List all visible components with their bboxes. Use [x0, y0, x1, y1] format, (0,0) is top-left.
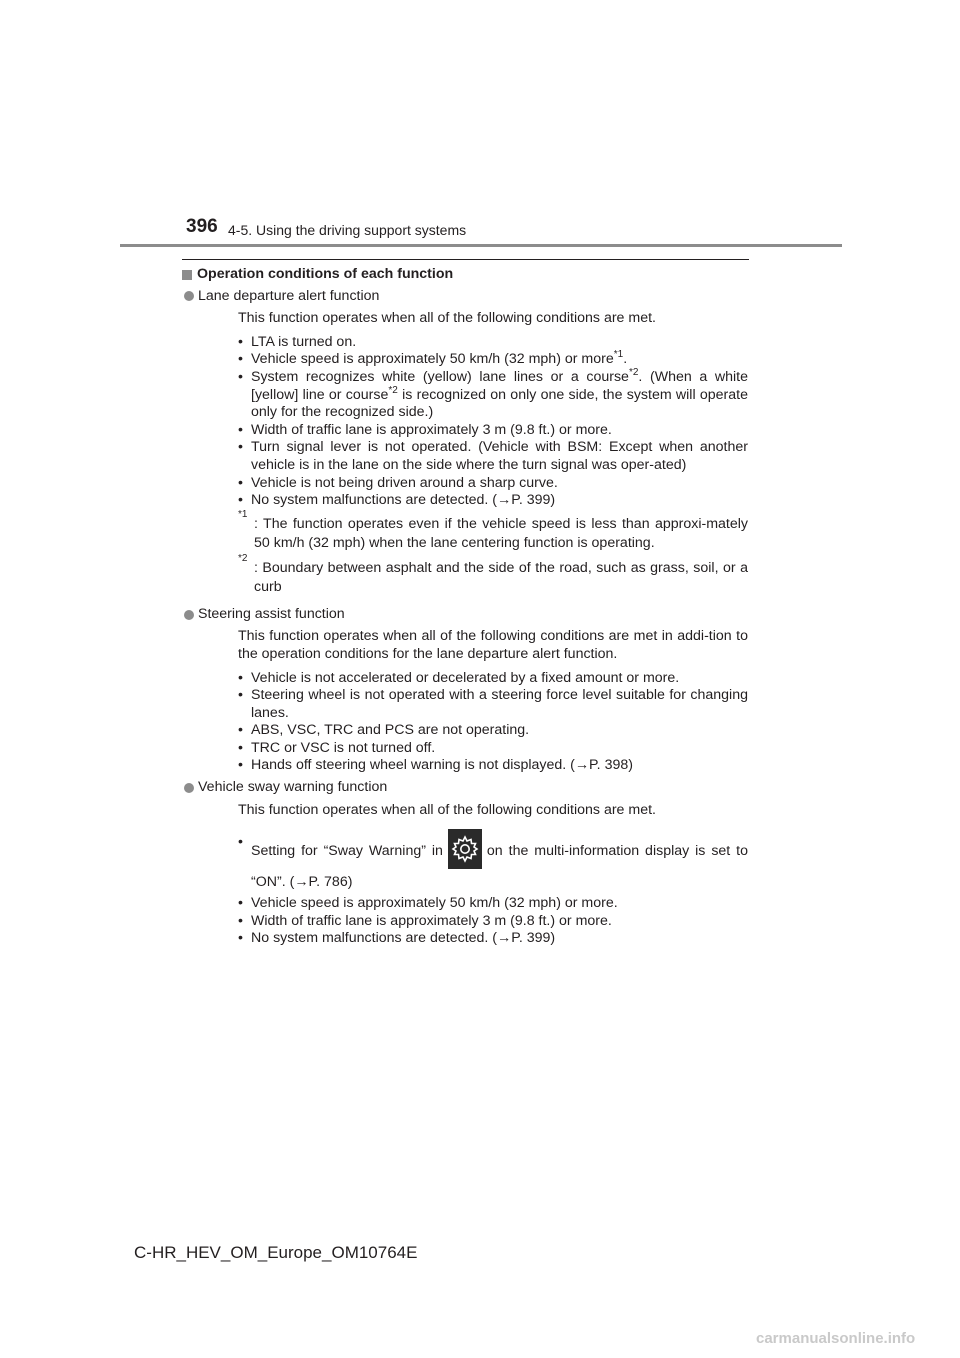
list-item: • ABS, VSC, TRC and PCS are not operating.: [238, 722, 748, 740]
list-item: • No system malfunctions are detected. (→P. 399): [238, 930, 748, 948]
section-title: [182, 266, 748, 284]
circle-bullet-icon: [184, 610, 194, 620]
footnote-1: *1 : The function operates even if the vehicle speed is less than approxi-mately 50 km/h (32 mph) when the lane centering function is operating.: [182, 515, 748, 554]
list-item: • Width of traffic lane is approximately 3 m (9.8 ft.) or more.: [238, 913, 748, 931]
list-item: • Hands off steering wheel warning is not displayed. (→P. 398): [238, 757, 748, 775]
circle-bullet-icon: [184, 783, 194, 793]
footnote-ref: *2: [388, 384, 398, 396]
vsw-conditions: [182, 829, 748, 948]
settings-gear-icon: [448, 829, 482, 869]
circle-bullet-icon: [184, 291, 194, 301]
watermark: carmanualsonline.info: [756, 1330, 916, 1347]
lda-heading: [182, 288, 748, 306]
list-item: • Vehicle is not accelerated or decelerated by a fixed amount or more.: [238, 670, 748, 688]
footnote-2: *2 : Boundary between asphalt and the side of the road, such as grass, soil, or a curb: [182, 559, 748, 598]
section-title-text: Operation conditions of each function: [197, 266, 454, 282]
list-item: • Steering wheel is not operated with a steering force level suitable for changing lanes.: [238, 687, 748, 722]
page-header: [120, 216, 842, 246]
lda-conditions: [182, 334, 748, 510]
footnote-text: : The function operates even if the vehicle speed is less than approxi-mately 50 km/h (32 mph) when the lane centering function is operating.: [254, 515, 748, 552]
page-number: 396: [186, 216, 218, 237]
footnote-text: : Boundary between asphalt and the side of the road, such as grass, soil, or a curb: [254, 559, 748, 596]
vsw-heading-text: Vehicle sway warning function: [198, 779, 388, 796]
list-item: • Vehicle speed is approximately 50 km/h (32 mph) or more.: [238, 895, 748, 913]
lda-heading-text: Lane departure alert function: [198, 287, 380, 304]
sa-intro: This function operates when all of the following conditions are met in addi-tion to the operation conditions for the lane departure alert function.: [238, 628, 748, 662]
list-item: • TRC or VSC is not turned off.: [238, 740, 748, 758]
list-item: • Vehicle is not being driven around a sharp curve.: [238, 475, 748, 493]
list-item: • Setting for “Sway Warning” in on the multi-information display is set to “ON”. (→P. 786): [238, 829, 748, 895]
footnote-ref: *2: [628, 366, 639, 378]
header-rule: [120, 244, 842, 247]
page-content: [182, 266, 748, 948]
sa-conditions: [182, 670, 748, 776]
vsw-heading: [182, 779, 748, 797]
vsw-intro: This function operates when all of the following conditions are met.: [238, 801, 656, 818]
square-bullet-icon: [182, 270, 192, 280]
footnote-ref: *1: [613, 349, 624, 361]
list-item: • Width of traffic lane is approximately 3 m (9.8 ft.) or more.: [238, 422, 748, 440]
footer-code: C-HR_HEV_OM_Europe_OM10764E: [134, 1243, 418, 1262]
list-item: • System recognizes white (yellow) lane lines or a course$^{*2}$. (When a white [yellow] line or course$^{*2}$ is recognized on only one side, the system will operate only for the recognized side.): [238, 369, 748, 422]
section-rule: [182, 259, 749, 260]
lda-intro: This function operates when all of the following conditions are met.: [238, 310, 656, 327]
list-item: • Turn signal lever is not operated. (Vehicle with BSM: Except when another vehicle is in the lane on the side where the turn signal was oper-ated): [238, 439, 748, 474]
list-item: • Vehicle speed is approximately 50 km/h (32 mph) or more$^{*1}$.: [238, 351, 748, 369]
sa-heading-text: Steering assist function: [198, 605, 345, 622]
list-item: • No system malfunctions are detected. (→P. 399): [238, 492, 748, 510]
sa-heading: [182, 606, 748, 624]
list-item: • LTA is turned on.: [238, 334, 748, 352]
chapter-title: 4-5. Using the driving support systems: [228, 222, 467, 238]
